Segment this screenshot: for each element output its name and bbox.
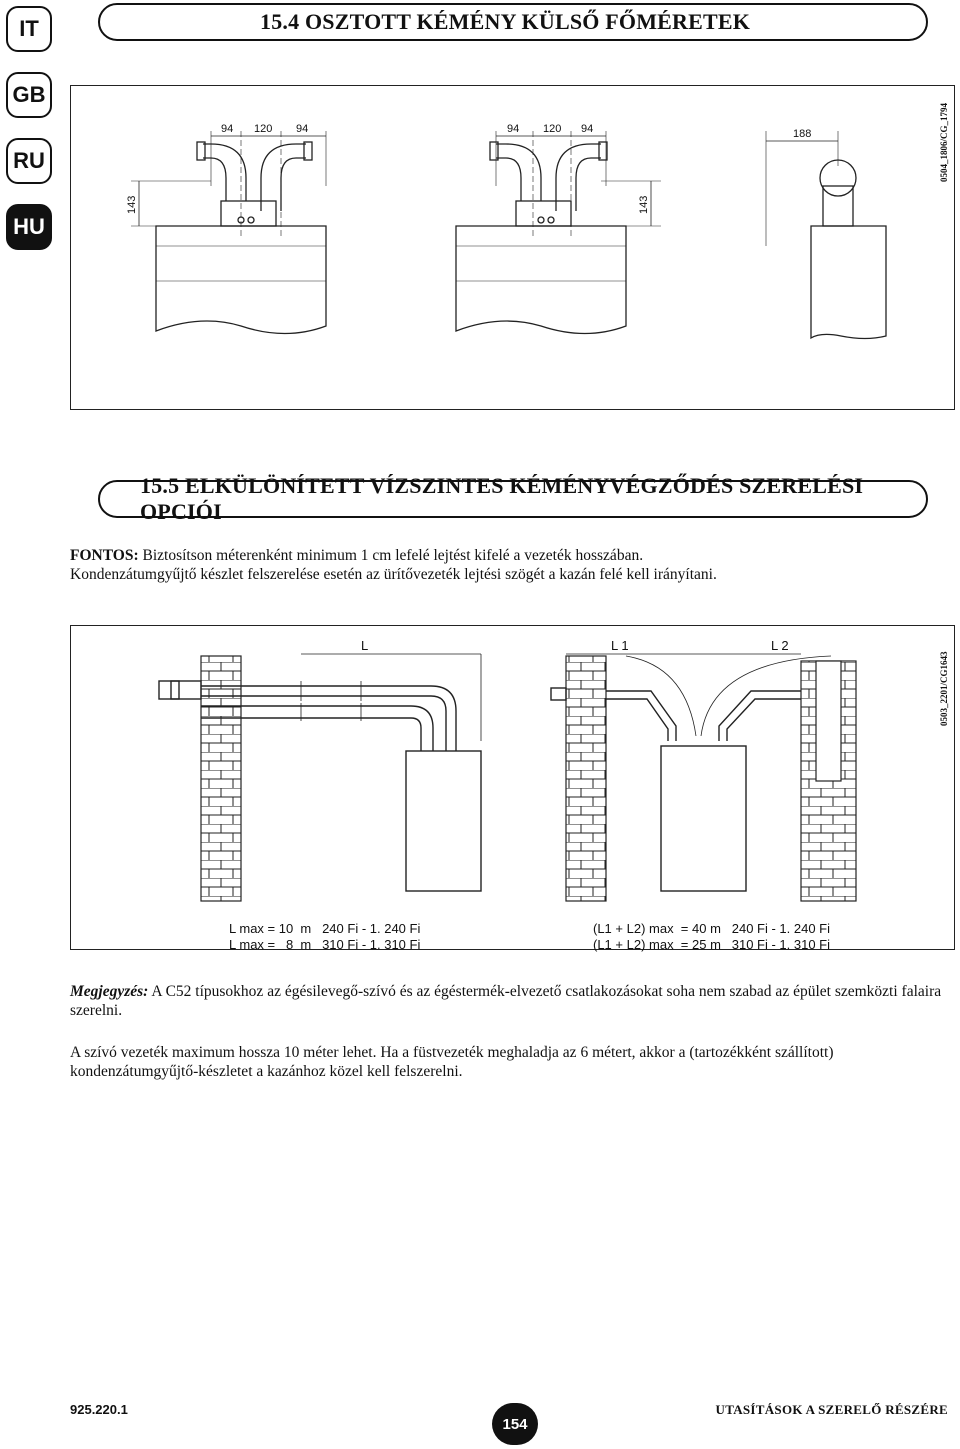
section-title-dimensions	[98, 3, 928, 41]
dim-label: 120	[543, 123, 562, 135]
condensate-text: Kondenzátumgyűjtő készlet felszerelése esetén az ürítővezeték lejtési szögét a kazán felé kell irányítani.	[70, 566, 717, 583]
language-tabs	[6, 6, 52, 270]
length-label-l2: L 2	[771, 638, 789, 653]
dim-label: 94	[581, 123, 594, 135]
dimension-drawing	[71, 86, 956, 411]
doc-code: 925.220.1	[70, 1402, 128, 1417]
installation-drawing	[71, 626, 956, 951]
figure-external-dimensions	[70, 85, 955, 410]
important-label: FONTOS:	[70, 547, 139, 564]
note-text: A C52 típusokhoz az égésilevegő-szívó és az égéstermék-elvezető csatlakozásokat soha nem szabad az épület szemközti falaira szerelni.	[70, 983, 942, 1019]
section-title-text: 15.4 OSZTOTT KÉMÉNY KÜLSŐ FŐMÉRETEK	[260, 9, 751, 34]
spec-line: (L1 + L2) max = 25 m 310 Fi - 1. 310 Fi	[593, 937, 830, 952]
lang-tab-gb[interactable]: GB	[6, 72, 52, 118]
figure-code: 0504_1806/CG_1794	[939, 102, 949, 182]
dim-label: 94	[507, 123, 520, 135]
spec-line: (L1 + L2) max = 40 m 240 Fi - 1. 240 Fi	[593, 921, 830, 936]
spec-line: L max = 10 m 240 Fi - 1. 240 Fi	[229, 921, 421, 936]
lang-tab-ru[interactable]: RU	[6, 138, 52, 184]
dim-label: 188	[793, 128, 812, 140]
section-title-options	[98, 473, 928, 524]
lang-tab-it[interactable]: IT	[6, 6, 52, 52]
spec-left	[229, 921, 420, 953]
section-title-text: 15.5 ELKÜLÖNÍTETT VÍZSZINTES KÉMÉNYVÉGZŐDÉS SZERELÉSI OPCIÓI	[140, 473, 864, 524]
length-label-l1: L 1	[611, 638, 629, 653]
dim-label: 143	[638, 195, 650, 214]
footer-title: UTASÍTÁSOK A SZERELŐ RÉSZÉRE	[715, 1402, 948, 1417]
spec-line: L max = 8 m 310 Fi - 1. 310 Fi	[229, 937, 421, 952]
note-paragraph	[70, 982, 955, 1020]
dim-label: 94	[221, 123, 234, 135]
max-length-text: A szívó vezeték maximum hossza 10 méter lehet. Ha a füstvezeték meghaladja az 6 métert, akkor a (tartozékként szállított) kondenzátumgyűjtő-készletet a kazánhoz közel kell felszerelni.	[70, 1044, 834, 1080]
length-label-l: L	[361, 638, 369, 653]
important-paragraph	[70, 546, 955, 584]
figure-code: 0503_2201/CG1643	[939, 651, 949, 726]
max-length-paragraph	[70, 1043, 955, 1081]
page-number: 154	[492, 1403, 538, 1445]
dim-label: 143	[126, 195, 138, 214]
important-text: Biztosítson méterenként minimum 1 cm lefelé lejtést kifelé a vezeték hosszában.	[138, 547, 644, 564]
spec-right	[593, 921, 830, 953]
note-label: Megjegyzés:	[70, 983, 149, 1000]
dim-label: 94	[296, 123, 309, 135]
lang-tab-hu[interactable]: HU	[6, 204, 52, 250]
figure-horizontal-options	[70, 625, 955, 950]
dim-label: 120	[254, 123, 273, 135]
